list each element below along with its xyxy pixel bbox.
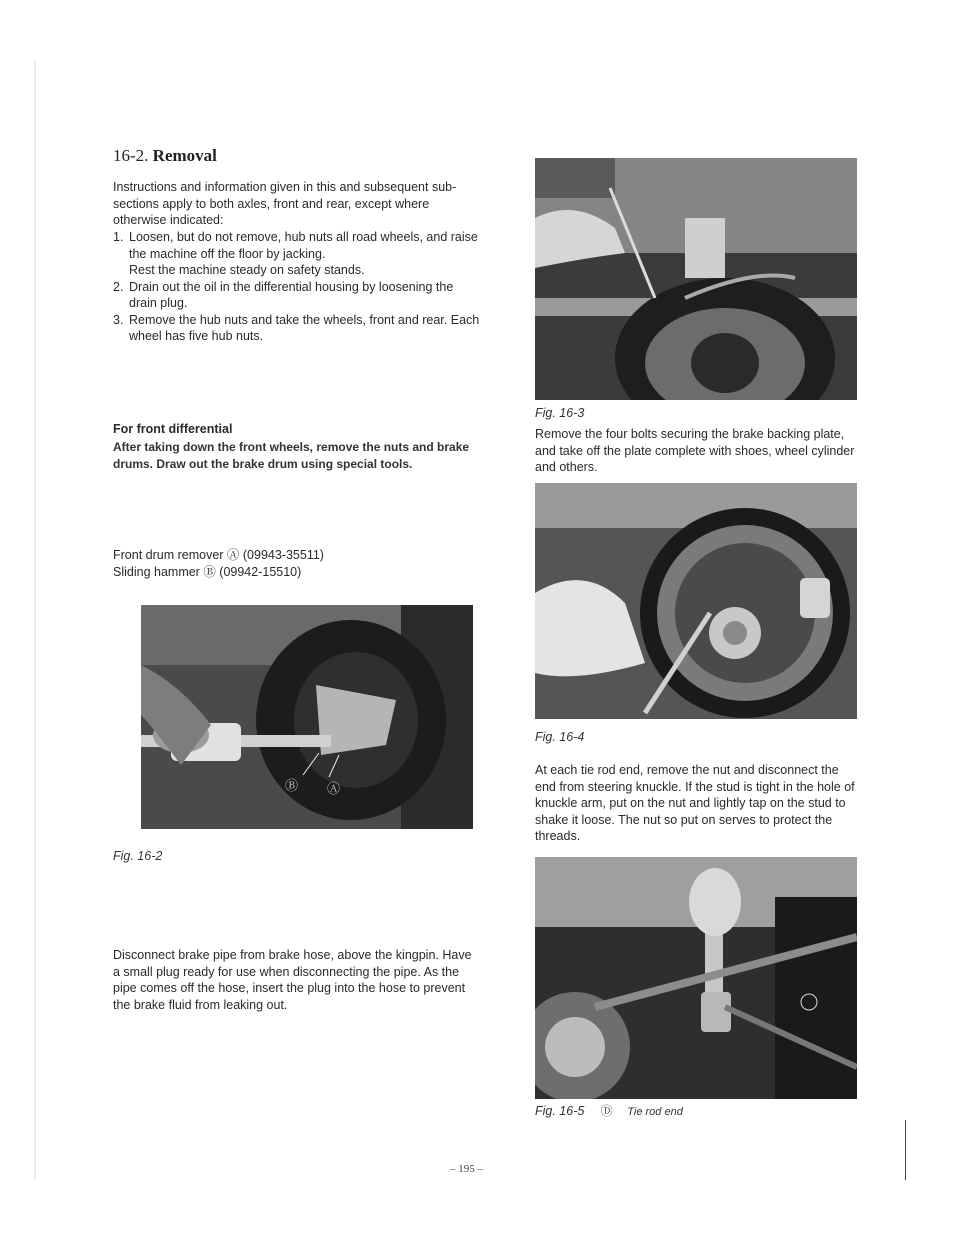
step-number: 1. [113, 230, 124, 244]
section-heading [113, 146, 481, 166]
intro-paragraph: Instructions and information given in this and subsequent sub-sections apply to both axles, front and rear, except where otherwise indicated: [113, 180, 457, 227]
step-item [113, 312, 481, 345]
figure-16-5-caption: Fig. 16-5 [535, 1104, 585, 1118]
figure-16-2-caption: Fig. 16-2 [113, 849, 163, 863]
tie-rod-illustration [535, 857, 857, 1099]
binding-line [905, 1120, 906, 1180]
tool-item: Front drum remover Ⓐ (09943-35511) [113, 548, 324, 562]
figure-16-5-caption-row [535, 1102, 683, 1120]
backing-plate-illustration [535, 483, 857, 719]
step-text: Remove the hub nuts and take the wheels, front and rear. Each wheel has five hub nuts. [129, 312, 480, 343]
label-a: Ⓐ [327, 781, 341, 796]
tie-rod-label: Tie rod end [627, 1106, 683, 1118]
label-b: Ⓑ [285, 778, 299, 793]
step-item [113, 279, 481, 312]
section-title: Removal [152, 146, 217, 165]
backing-plate-paragraph: Remove the four bolts securing the brake backing plate, and take off the plate complete with shoes, wheel cylinder and others. [535, 427, 855, 474]
drum-remover-illustration [141, 605, 473, 829]
step-text: Drain out the oil in the differential housing by loosening the drain plug. [129, 279, 454, 310]
figure-16-3-photo [535, 158, 857, 400]
margin-line [34, 60, 36, 1180]
brake-pipe-illustration [535, 158, 857, 400]
step-text: Loosen, but do not remove, hub nuts all road wheels, and raise the machine off the floor by jacking. [129, 230, 478, 261]
figure-16-5-photo [535, 857, 857, 1099]
tool-list [113, 547, 481, 580]
figure-16-3-caption: Fig. 16-3 [535, 406, 585, 420]
step-number: 3. [113, 312, 124, 327]
step-item [113, 229, 481, 279]
step-number: 2. [113, 279, 124, 294]
tool-item: Sliding hammer Ⓑ (09942-15510) [113, 564, 302, 579]
figure-16-4-photo [535, 483, 857, 719]
front-diff-paragraph: After taking down the front wheels, remove the nuts and brake drums. Draw out the brake drum using special tools. [113, 440, 470, 471]
section-number: 16-2. [113, 146, 149, 165]
brake-pipe-paragraph: Disconnect brake pipe from brake hose, above the kingpin. Have a small plug ready for use when disconnecting the pipe. As the pipe comes off the hose, insert the plug into the hose to prevent the brake fluid from leaking out. [113, 948, 472, 1012]
figure-16-2-photo [141, 605, 473, 829]
page-number: – 195 – [450, 1163, 483, 1175]
tie-rod-paragraph: At each tie rod end, remove the nut and disconnect the end from steering knuckle. If the stud is tight in the hole of knuckle arm, put on the nut and lightly tap on the stud to shake it loose. The nut so put on serves to protect the threads. [535, 763, 855, 843]
figure-16-4-caption: Fig. 16-4 [535, 730, 585, 744]
front-diff-heading: For front differential [113, 422, 233, 436]
step-subtext: Rest the machine steady on safety stands. [129, 263, 365, 277]
tie-rod-marker: Ⓓ [600, 1104, 613, 1118]
removal-steps [113, 229, 481, 345]
